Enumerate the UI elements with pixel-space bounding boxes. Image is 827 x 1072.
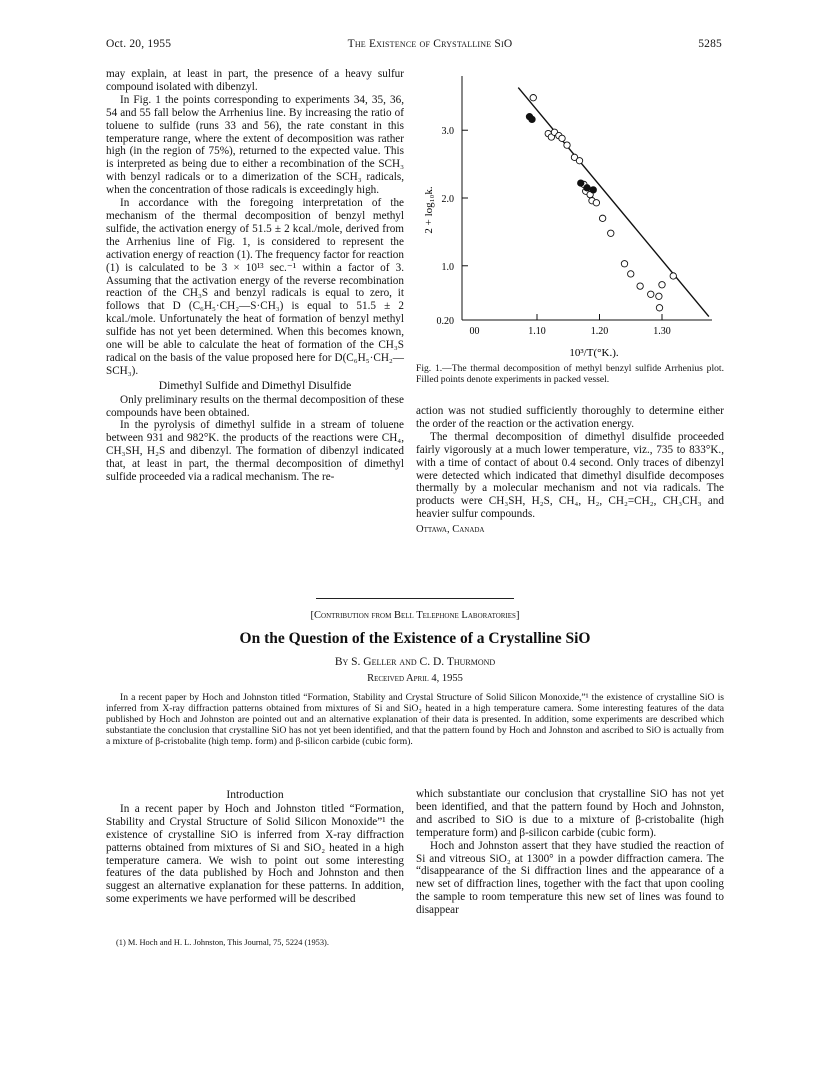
open-point [576, 158, 582, 164]
paragraph: which substantiate our conclusion that crystalline SiO has not yet been identified, and that the pattern found by Hoch and Johnston, and ascribed to SiO is due to a mixture of β-cristobalite (high temperature form) and β-silicon carbide (cubic form). [416, 788, 724, 839]
filled-point [584, 185, 590, 191]
open-point [637, 283, 643, 289]
right-column [416, 405, 724, 537]
y-axis-label: 2 + log₁₀k. [423, 186, 435, 234]
paragraph: may explain, at least in part, the presence of a heavy sulfur compound isolated with dibenzyl. [106, 68, 404, 93]
contribution-line: [Contribution from Bell Telephone Laboratories] [310, 610, 520, 621]
paragraph: In a recent paper by Hoch and Johnston titled “Formation, Stability and Crystal Structure of Solid Silicon Monoxide”¹ the existence of crystalline SiO is inferred from X-ray diffraction patterns obtained from mixtures of Si and SiO₂ heated in a high temperature camera. We wish to point out some interesting features of the data published by Hoch and Johnston and then suggest an alternative explanation for these patterns. In addition, some experiments we have performed will be described [106, 802, 404, 906]
open-point [530, 94, 536, 100]
open-point [608, 230, 614, 236]
left-column [106, 68, 404, 484]
arrhenius-line [518, 88, 709, 317]
y-tick-label: 3.0 [441, 126, 454, 138]
paragraph: In Fig. 1 the points corresponding to experiments 34, 35, 36, 54 and 55 fall below the Arrhenius line. By increasing the ratio of toluene to sulfide (runs 33 and 56), the rate constant in this temperature range, where the extent of decomposition was rather high (in the region of 75%), returned to the expected value. This is interpreted as being due to either a recombination of the SCH₃ with benzyl radicals or to a dimerization of the SCH₃ radicals, when the concentration of those radicals is exceedingly high. [106, 93, 404, 197]
paragraph: Hoch and Johnston assert that they have studied the reaction of Si and vitreous SiO₂ at 1300° in a powder diffraction camera. The “disappearance of the Si diffraction lines and the appearance of a new set of diffraction lines, together with the fact that upon cooling the sample to room temperature this new set of lines was found to disappear [416, 839, 724, 917]
open-point [648, 291, 654, 297]
y-tick-label: 2.0 [441, 194, 454, 205]
header-date: Oct. 20, 1955 [106, 38, 172, 50]
intro-left-column [106, 787, 404, 906]
footnote: (1) M. Hoch and H. L. Johnston, This Journal, 75, 5224 (1953). [116, 938, 329, 947]
paragraph: In accordance with the foregoing interpretation of the mechanism of the thermal decomposition of benzyl methyl sulfide, the activation energy of 51.5 ± 2 kcal./mole, derived from the Arrhenius line of Fig. 1, is considered to represent the activation energy of reaction (1). The frequency factor for reaction (1) is calculated to be 3 × 10¹³ sec.⁻¹ within a factor of 3. Assuming that the activation energy of the reverse recombination reaction of the CH₃S and benzyl radicals is equal to zero, it follows that D (C₆H₅·CH₂—S·CH₃) is equal to 51.5 ± 2 kcal./mole. Unfortunately the heat of formation of benzyl methyl sulfide has not yet been determined. When this becomes known, one will be able to calculate the heat of formation of the CH₃S radical on the basis of the value proposed here for D(C₆H₅·CH₂—SCH₃). [106, 197, 404, 377]
open-point [599, 215, 605, 221]
plot-frame [462, 76, 712, 320]
filled-point [578, 180, 584, 186]
open-point [656, 305, 662, 311]
regression-line [518, 88, 709, 317]
x-tick-label: 1.10 [528, 326, 546, 337]
filled-point [590, 187, 596, 193]
open-point [621, 261, 627, 267]
x-tick-label: 1.20 [590, 326, 609, 337]
paragraph: In the pyrolysis of dimethyl sulfide in a stream of toluene between 931 and 982°K. the products of the reactions were CH₄, CH₃SH, H₂S and dibenzyl. The formation of dibenzyl indicated that, at least in part, the thermal decomposition of dimethyl sulfide proceeded via a radical mechanism. The re- [106, 419, 404, 484]
divider [316, 598, 514, 599]
x-axis-label: 10³/T(°K.). [569, 347, 619, 359]
y-tick-label: 0.20 [436, 316, 454, 327]
paragraph: action was not studied sufficiently thoroughly to determine either the order of the reaction or the activation energy. [416, 405, 724, 430]
section-heading: Introduction [226, 788, 284, 801]
open-point [659, 282, 665, 288]
x-tick-label: 1.30 [653, 326, 671, 337]
paragraph: The thermal decomposition of dimethyl disulfide proceeded fairly vigorously at a much lower temperature, viz., 735 to 833°K., with a time of contact of about 0.4 second. Only traces of dibenzyl were detected which indicated that dimethyl disulfide decomposes thermally by a molecular mechanism and not via radicals. The products were CH₃SH, H₂S, CH₄, H₂, CH₂=CH₂, CH₃CH₃ and heavier sulfur compounds. [416, 430, 724, 521]
intro-right-column [416, 788, 724, 917]
section-heading: Dimethyl Sulfide and Dimethyl Disulfide [158, 378, 352, 392]
x-tick-label: 00 [469, 326, 480, 337]
plot-ticks [437, 126, 671, 337]
running-title: The Existence of Crystalline SiO [347, 38, 513, 50]
figure-caption: Fig. 1.—The thermal decomposition of methyl benzyl sulfide Arrhenius plot. Filled points denote experiments in packed vessel. [416, 363, 724, 386]
open-point [559, 135, 565, 141]
filled-point [529, 116, 535, 122]
page-number: 5285 [698, 38, 722, 50]
open-point [628, 271, 634, 277]
y-tick-label: 1.0 [441, 261, 454, 273]
open-point [593, 200, 599, 206]
received-date: Received April 4, 1955 [367, 673, 463, 684]
open-point [670, 273, 676, 279]
arrhenius-plot [416, 70, 726, 360]
abstract: In a recent paper by Hoch and Johnston titled “Formation, Stability and Crystal Structure of Solid Silicon Monoxide,”¹ the existence of crystalline SiO is inferred from X-ray diffraction patterns obtained from mixtures of Si and SiO₂ heated in a high temperature camera. Some interesting features of the data published by Hoch and Johnston are pointed out and an alternative explanation of their data is presented. In addition, some experiments are described which substantiate the conclusion that crystalline SiO has not yet been identified, and that the pattern found by Hoch and Johnston and ascribed to SiO is actually from a mixture of β-cristobalite (high temp. form) and β-silicon carbide (cubic form). [106, 692, 724, 747]
article-title: On the Question of the Existence of a Crystalline SiO [239, 630, 591, 647]
affiliation: Ottawa, Canada [416, 524, 485, 536]
data-points [526, 94, 676, 311]
article-authors: By S. Geller and C. D. Thurmond [334, 656, 496, 668]
open-point [564, 142, 570, 148]
paragraph: Only preliminary results on the thermal decomposition of these compounds have been obtained. [106, 393, 404, 419]
open-point [656, 293, 662, 299]
